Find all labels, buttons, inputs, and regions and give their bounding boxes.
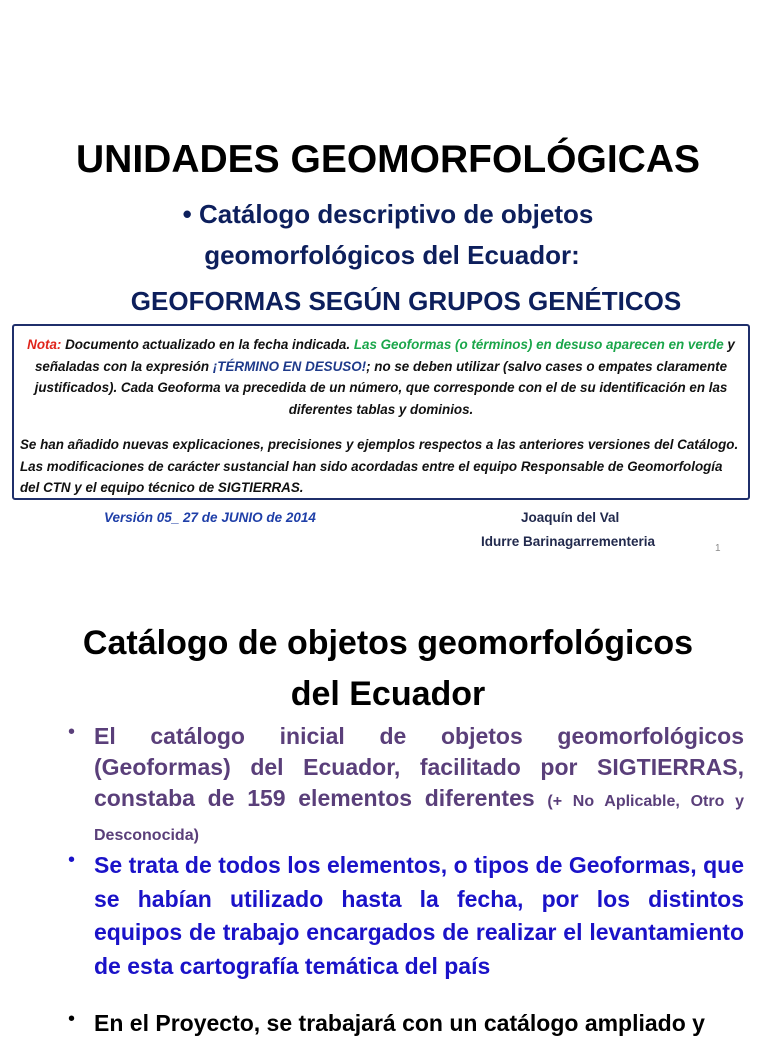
note-text-a: Documento actualizado en la fecha indicada.: [61, 337, 354, 352]
note-label: Nota:: [27, 337, 62, 352]
bullet-1-note: (+ No Aplicable, Otro y Desconocida): [94, 793, 745, 844]
bullet-dot: •: [68, 1008, 76, 1030]
subtitle-line-2: geomorfológicos del Ecuador:: [204, 240, 580, 270]
note-paragraph-2: Se han añadido nuevas explicaciones, precisiones y ejemplos respectos a las anteriores versiones del Catálogo. Las modificaciones de carácter sustancial han sido acordadas entre el equipo Responsable de Geomorfología del CTN y el equipo técnico de SIGTIERRAS.: [20, 437, 739, 495]
slide-2-title-line-1: Catálogo de objetos geomorfológicos: [82, 624, 694, 662]
slide-title: UNIDADES GEOMORFOLÓGICAS: [75, 138, 701, 181]
note-text-green: Las Geoformas (o términos) en desuso aparecen en verde: [353, 337, 724, 352]
author-1: Joaquín del Val: [521, 510, 620, 525]
note-text-navy: ¡TÉRMINO EN DESUSO!: [212, 358, 367, 374]
bullet-dot: •: [68, 721, 76, 743]
bullet-3-text: En el Proyecto, se trabajará con un catálogo ampliado y: [94, 1010, 705, 1036]
bullet-1-text: El catálogo inicial de objetos geomorfológicos (Geoformas) del Ecuador, facilitado por SIGTIERRAS, constaba de 159 elementos diferentes: [94, 723, 744, 811]
author-2: Idurre Barinagarrementeria: [481, 534, 656, 549]
bullet-item-1: [68, 721, 744, 851]
bullet-item-2: [68, 849, 744, 983]
version-label: Versión 05_ 27 de JUNIO de 2014: [104, 510, 316, 525]
bullet-2-text: Se trata de todos los elementos, o tipos de Geoformas, que se habían utilizado hasta la fecha, por los distintos equipos de trabajo encargados de realizar el levantamiento de esta cartografía temática del país: [94, 852, 744, 979]
slide-2-title-line-2: del Ecuador: [290, 675, 486, 713]
bullet-dot: •: [68, 849, 76, 871]
note-paragraph-1: [20, 334, 742, 420]
note-text-c: ; no se deben utilizar (salvo cases o empates claramente justificados). Cada Geoforma va precedida de un número, que corresponde con el de su identificación en las diferentes tablas y dominios.: [34, 358, 728, 417]
page-number: 1: [715, 543, 721, 554]
note-box: [12, 324, 750, 500]
subtitle-line-3: GEOFORMAS SEGÚN GRUPOS GENÉTICOS: [130, 286, 682, 316]
slide-2-title: [0, 618, 768, 720]
subtitle-line-1: • Catálogo descriptivo de objetos: [182, 199, 594, 229]
note-text-b: y señaladas con la expresión: [34, 337, 735, 374]
